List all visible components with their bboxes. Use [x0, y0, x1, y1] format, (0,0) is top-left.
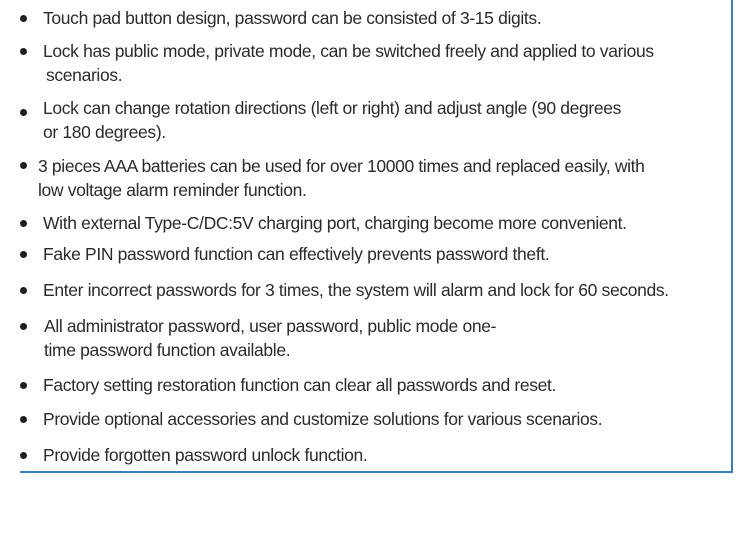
bullet-icon — [20, 287, 27, 294]
bullet-icon — [20, 162, 27, 169]
feature-text-continued: scenarios. — [46, 65, 123, 85]
bullet-icon — [20, 220, 27, 227]
bullet-icon — [20, 323, 27, 330]
feature-text: With external Type-C/DC:5V charging port, charging become more convenient. — [43, 213, 627, 233]
feature-text: All administrator password, user password, public mode one- — [44, 316, 497, 336]
feature-text: Lock can change rotation directions (left or right) and adjust angle (90 degrees — [43, 98, 622, 118]
bullet-icon — [20, 251, 27, 258]
feature-text: Factory setting restoration function can clear all passwords and reset. — [43, 375, 557, 395]
bullet-icon — [20, 416, 27, 423]
feature-text: Fake PIN password function can effectively prevents password theft. — [43, 244, 550, 264]
feature-text-continued: low voltage alarm reminder function. — [38, 180, 307, 200]
bullet-icon — [20, 109, 27, 116]
feature-text: 3 pieces AAA batteries can be used for over 10000 times and replaced easily, with — [38, 156, 645, 176]
feature-panel — [20, 0, 733, 473]
bullet-icon — [20, 15, 27, 22]
feature-text: Provide optional accessories and customize solutions for various scenarios. — [43, 409, 603, 429]
bullet-icon — [20, 382, 27, 389]
bullet-icon — [20, 452, 27, 459]
feature-text: Lock has public mode, private mode, can be switched freely and applied to various — [43, 41, 654, 61]
feature-text: Provide forgotten password unlock function. — [43, 445, 368, 465]
feature-text: Enter incorrect passwords for 3 times, the system will alarm and lock for 60 seconds. — [43, 280, 669, 300]
feature-text: Touch pad button design, password can be consisted of 3-15 digits. — [43, 8, 542, 28]
feature-text-continued: time password function available. — [44, 340, 291, 360]
bullet-icon — [20, 48, 27, 55]
feature-text-continued: or 180 degrees). — [43, 122, 166, 142]
